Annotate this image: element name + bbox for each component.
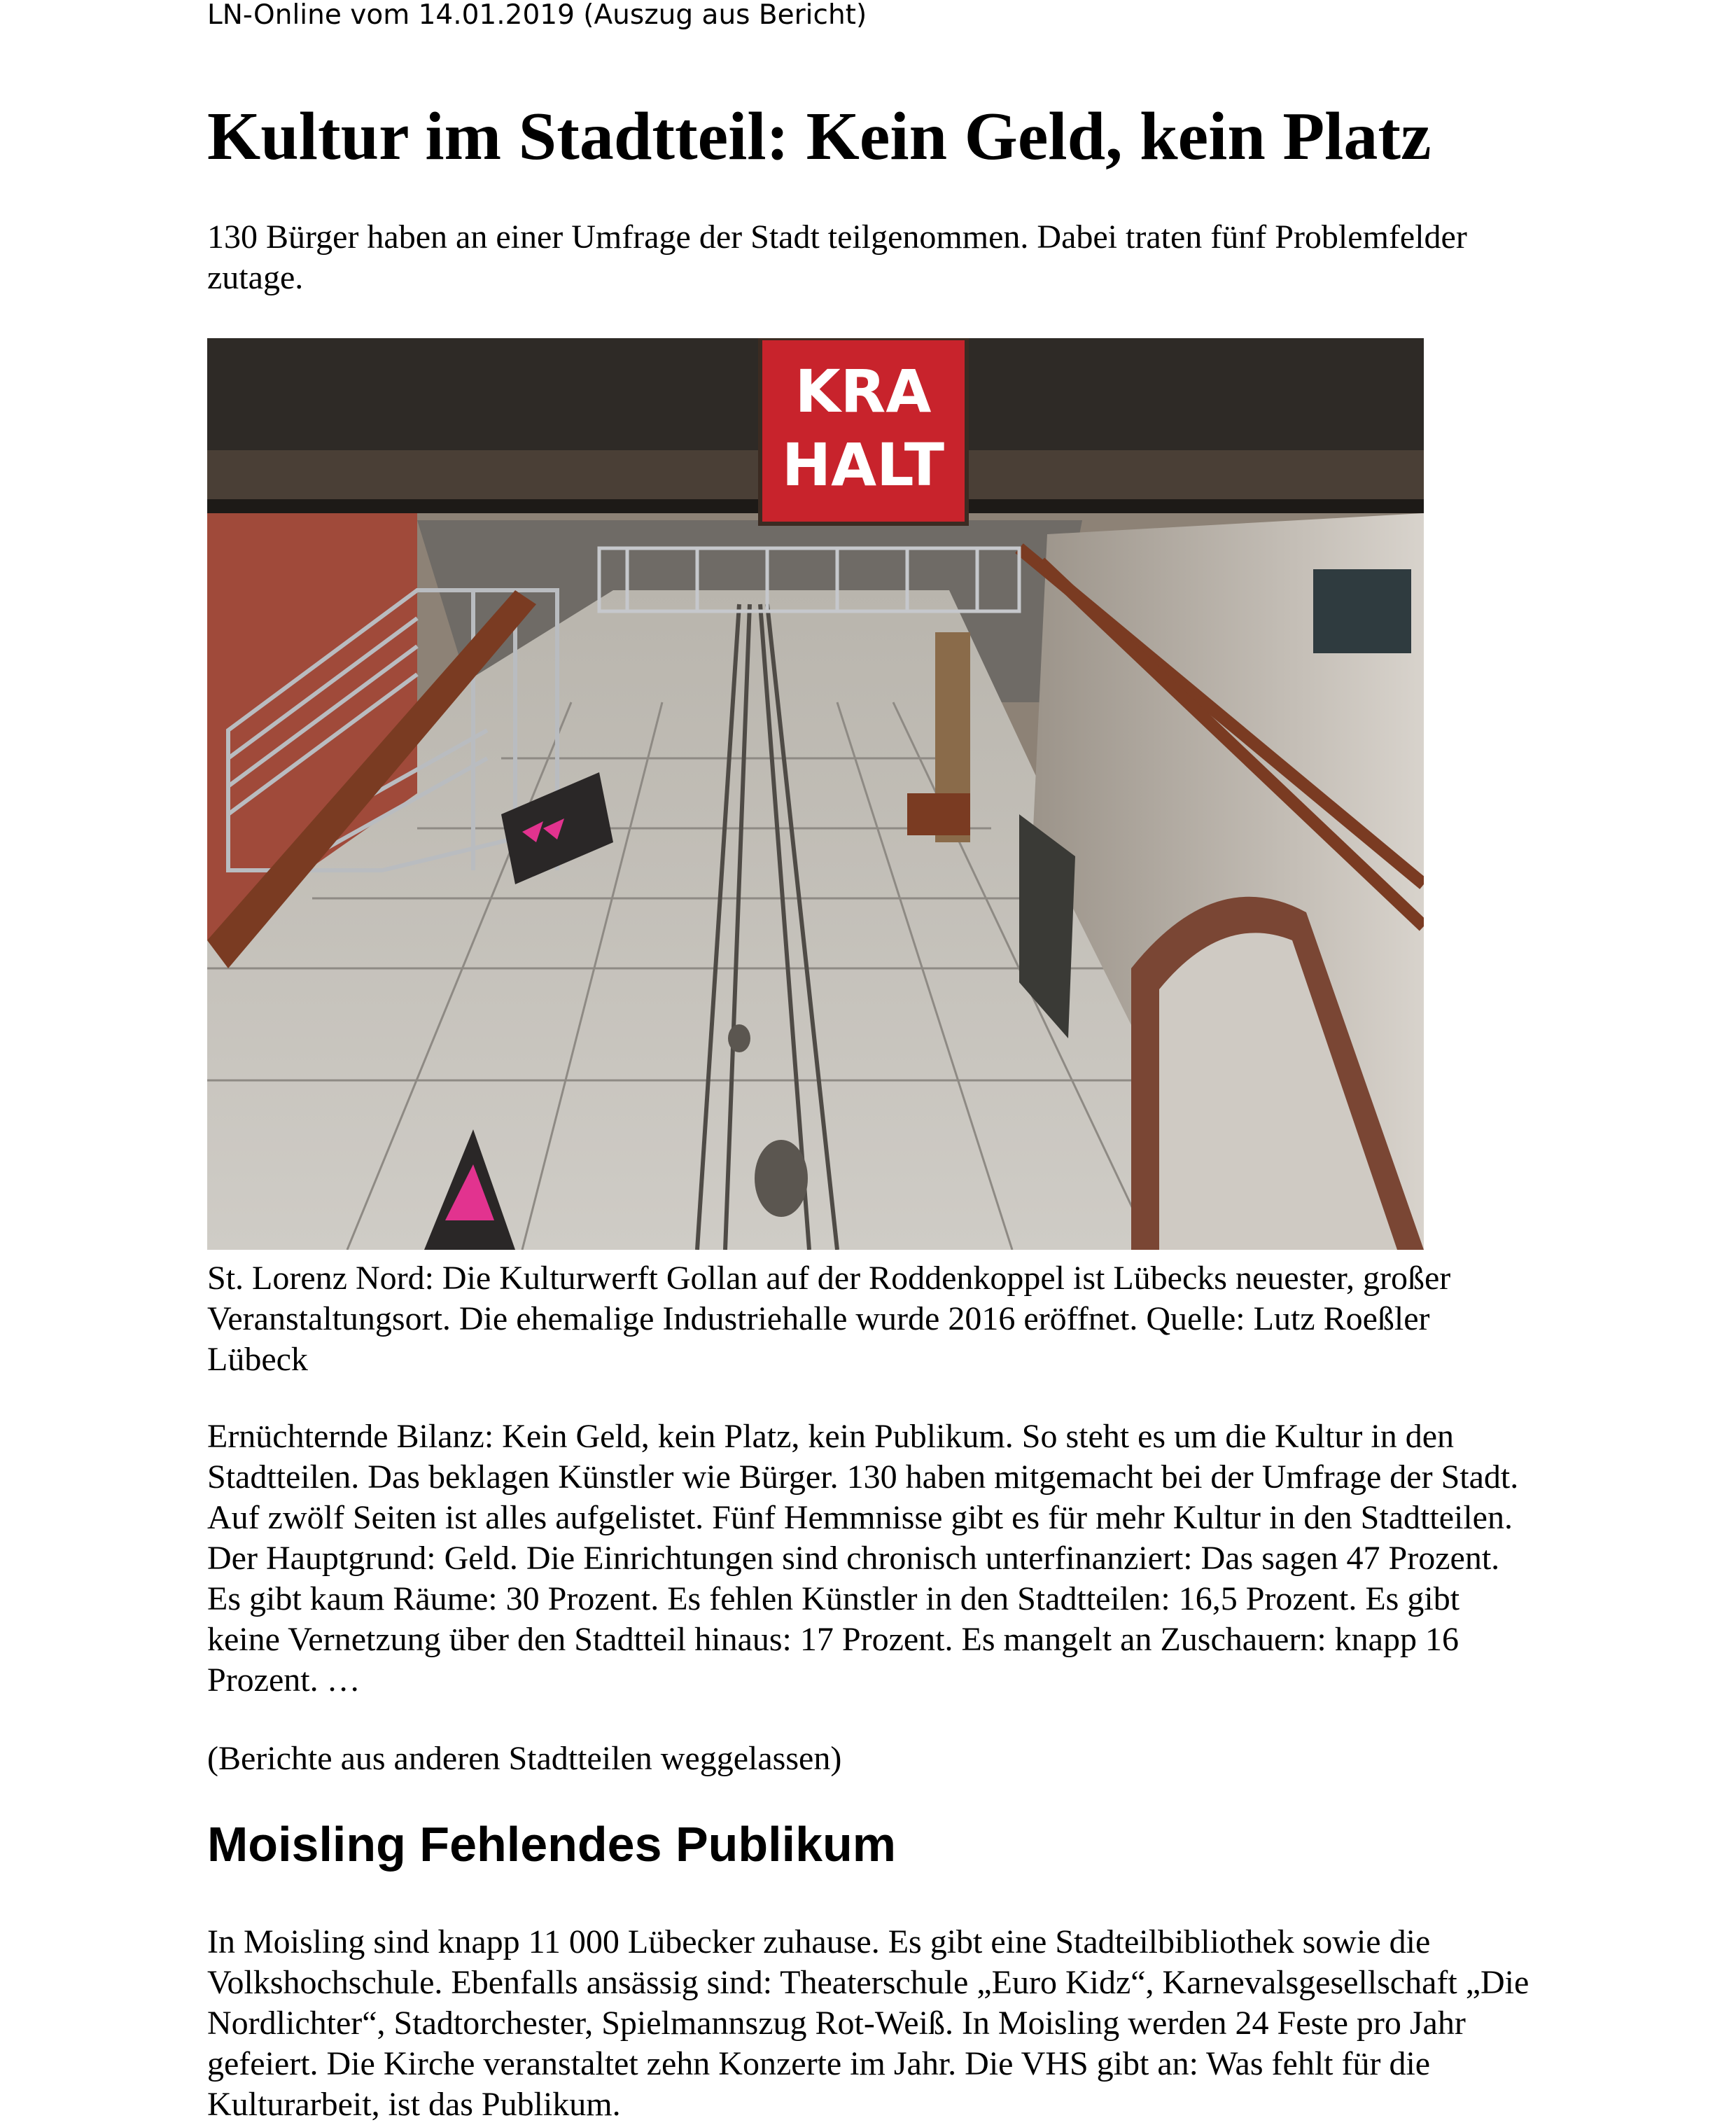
article-photo — [207, 338, 1424, 1250]
kran-halt-sign — [760, 338, 967, 524]
photo-caption: St. Lorenz Nord: Die Kulturwerft Gollan auf der Roddenkoppel ist Lübecks neuester, großer Veranstaltungsort. Die ehemalige Industriehalle wurde 2016 eröffnet. Quelle: Lutz Roeßler Lübeck — [207, 1260, 1451, 1378]
omitted-note: (Berichte aus anderen Stadtteilen weggelassen) — [207, 1740, 842, 1777]
section-body: In Moisling sind knapp 11 000 Lübecker zuhause. Es gibt eine Stadteilbibliothek sowie die Volkshochschule. Ebenfalls ansässig sind: Theaterschule „Euro Kidz“, Karnevalsgesellschaft „Die Nordlichter“, Stadtorchester, Spielmannszug Rot-Weiß. In Moisling werden 24 Feste pro Jahr gefeiert. Die Kirche veranstaltet zehn Konzerte im Jahr. Die VHS gibt an: Was fehlt für die Kulturarbeit, ist das Publikum. — [207, 1923, 1530, 2123]
sign-text-line1: KRA — [794, 357, 932, 426]
section-title: Moisling Fehlendes Publikum — [207, 1817, 896, 1872]
headline: Kultur im Stadtteil: Kein Geld, kein Platz — [207, 99, 1432, 174]
sign-text-line2: HALT — [781, 431, 945, 499]
article-body: Ernüchternde Bilanz: Kein Geld, kein Platz, kein Publikum. So steht es um die Kultur in den Stadtteilen. Das beklagen Künstler wie Bürger. 130 haben mitgemacht bei der Umfrage der Stadt. Auf zwölf Seiten ist alles aufgelistet. Fünf Hemmnisse gibt es für mehr Kultur in den Stadtteilen. Der Hauptgrund: Geld. Die Einrichtungen sind chronisch unterfinanziert: Das sagen 47 Prozent. Es gibt kaum Räume: 30 Prozent. Es fehlen Künstler in den Stadtteilen: 16,5 Prozent. Es gibt keine Vernetzung über den Stadtteil hinaus: 17 Prozent. Es mangelt an Zuschauern: knapp 16 Prozent. … — [207, 1418, 1519, 1699]
source-note: LN-Online vom 14.01.2019 (Auszug aus Bericht) — [207, 0, 867, 31]
teaser: 130 Bürger haben an einer Umfrage der Stadt teilgenommen. Dabei traten fünf Problemfelder zutage. — [207, 218, 1467, 296]
